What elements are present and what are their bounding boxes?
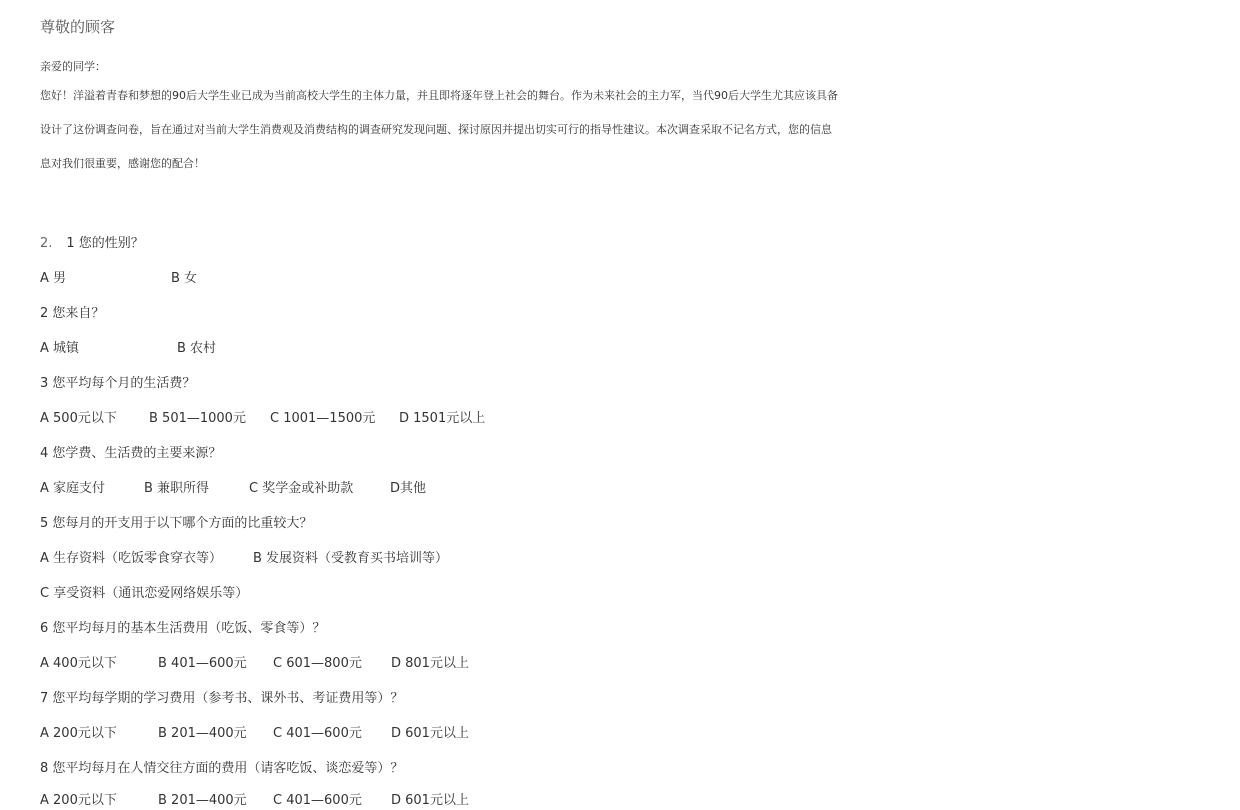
question-8: 8 您平均每月在人情交往方面的费用（请客吃饭、谈恋爱等）？	[40, 761, 404, 776]
option: B 401—600元	[158, 656, 247, 671]
option: A 生存资料（吃饭零食穿衣等）	[40, 551, 223, 566]
option: B 201—400元	[158, 793, 247, 808]
option: A 400元以下	[40, 656, 117, 671]
options-6	[40, 655, 469, 673]
option: B 201—400元	[158, 726, 247, 741]
page-title: 尊敬的顾客	[40, 18, 116, 36]
greeting: 亲爱的同学：	[40, 60, 106, 73]
option: A 200元以下	[40, 793, 117, 808]
list-number: 2.	[40, 236, 53, 251]
option: D其他	[390, 481, 427, 496]
option: B 农村	[177, 341, 217, 356]
option: C 1001—1500元	[270, 411, 376, 426]
option: D 601元以上	[391, 726, 469, 741]
intro-line: 息对我们很重要，感谢您的配合！	[40, 157, 205, 170]
intro-line: 设计了这份调查问卷，旨在通过对当前大学生消费观及消费结构的调查研究发现问题、探讨原因并提出切实可行的指导性建议。本次调查采取不记名方式，您的信息	[40, 123, 832, 136]
option: A 200元以下	[40, 726, 117, 741]
option: B 兼职所得	[144, 481, 210, 496]
option: B 女	[171, 271, 198, 286]
option: C 401—600元	[273, 726, 362, 741]
option: C 奖学金或补助款	[249, 481, 354, 496]
options-4	[40, 480, 426, 498]
intro-line: 您好！洋溢着青春和梦想的90后大学生业已成为当前高校大学生的主体力量，并且即将逐年登上社会的舞台。作为未来社会的主力军，当代90后大学生尤其应该具备	[40, 89, 838, 102]
option: D 1501元以上	[399, 411, 486, 426]
question-1	[40, 235, 144, 253]
option: A 500元以下	[40, 411, 117, 426]
option: C 401—600元	[273, 793, 362, 808]
option-extra: C 享受资料（通讯恋爱网络娱乐等）	[40, 586, 249, 601]
question-2: 2 您来自？	[40, 306, 105, 321]
option: D 801元以上	[391, 656, 469, 671]
question-5: 5 您每月的开支用于以下哪个方面的比重较大？	[40, 516, 313, 531]
option: D 601元以上	[391, 793, 469, 808]
question-6: 6 您平均每月的基本生活费用（吃饭、零食等）？	[40, 621, 326, 636]
question-text: 1 您的性别？	[66, 236, 144, 251]
document-page	[40, 0, 900, 808]
question-3: 3 您平均每个月的生活费？	[40, 376, 196, 391]
options-8	[40, 792, 469, 810]
question-7: 7 您平均每学期的学习费用（参考书、课外书、考证费用等）？	[40, 691, 404, 706]
option: A 城镇	[40, 341, 80, 356]
option: C 601—800元	[273, 656, 362, 671]
options-2	[40, 340, 216, 358]
option: A 家庭支付	[40, 481, 106, 496]
option: B 发展资料（受教育买书培训等）	[253, 551, 449, 566]
options-1	[40, 270, 197, 288]
option: A 男	[40, 271, 67, 286]
options-7	[40, 725, 469, 743]
options-5	[40, 550, 448, 568]
option: B 501—1000元	[149, 411, 246, 426]
options-3	[40, 410, 485, 428]
question-4: 4 您学费、生活费的主要来源？	[40, 446, 222, 461]
